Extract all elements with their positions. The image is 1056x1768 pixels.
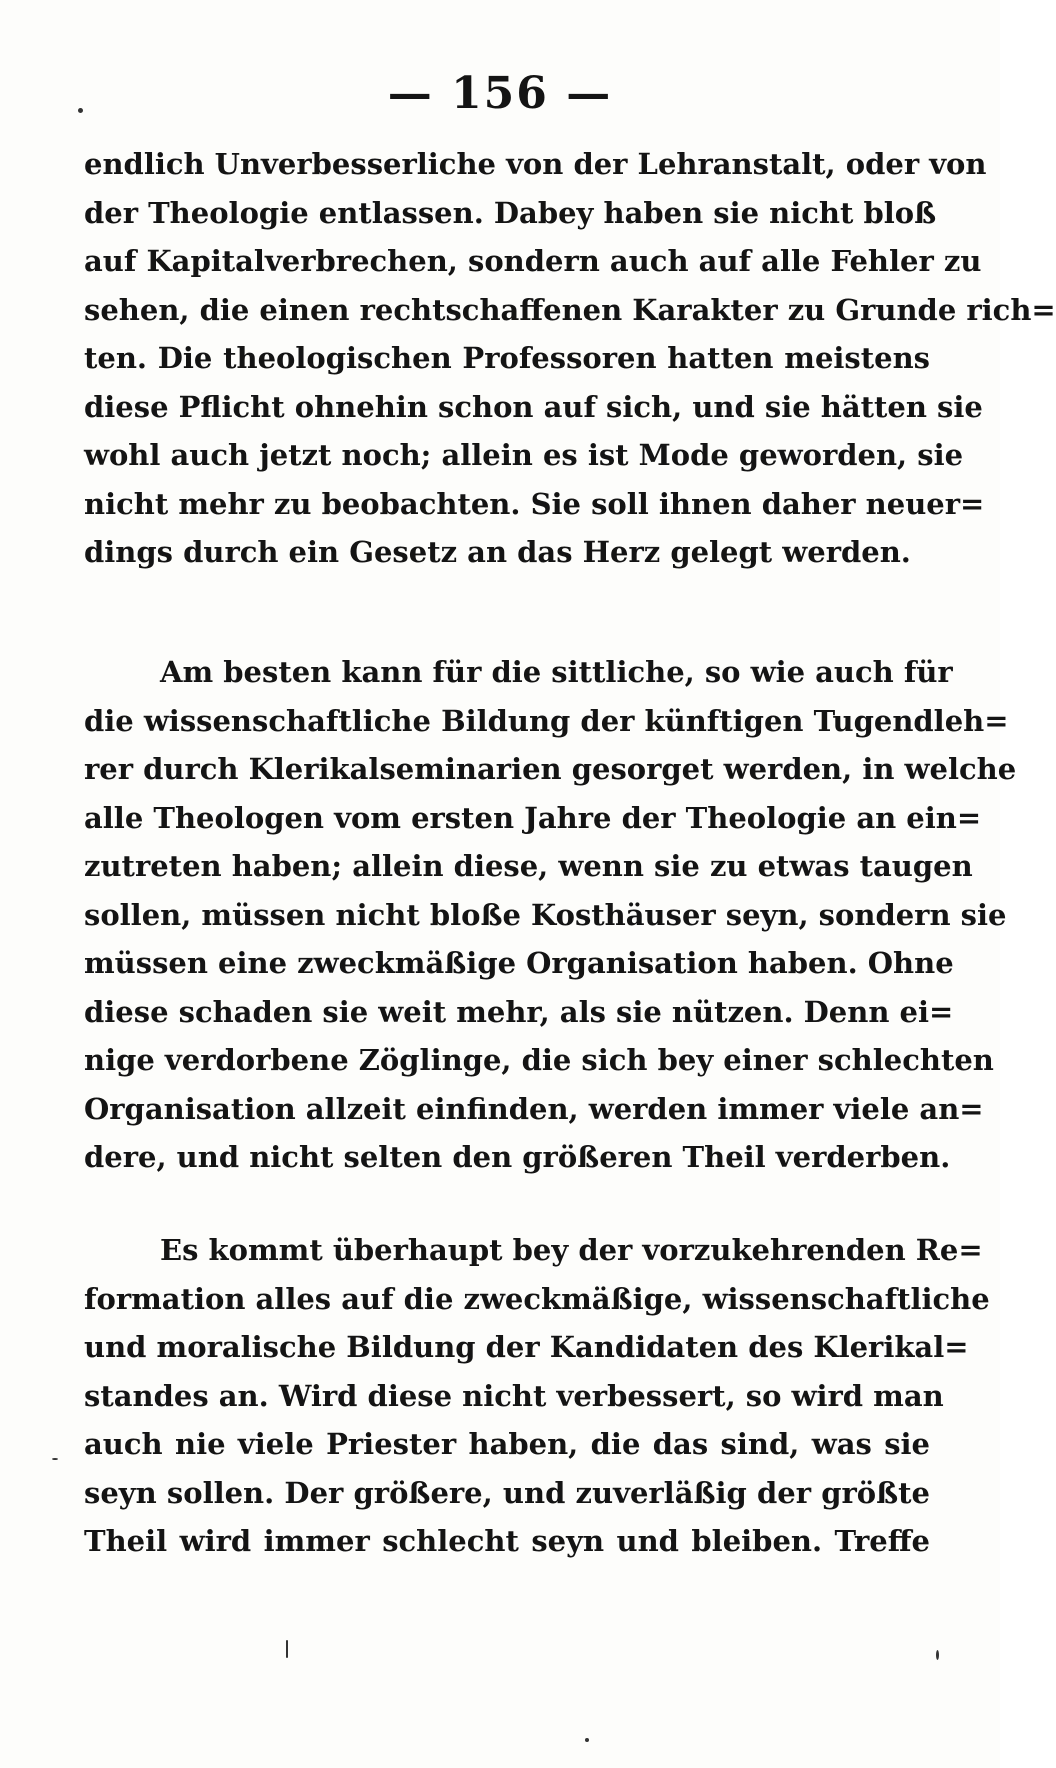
scan-speck	[52, 1458, 58, 1460]
page-number: — 156 —	[387, 68, 613, 119]
text-line: dings durch ein Gesetz an das Herz gelegt werden.	[84, 535, 911, 569]
text-line: auf Kapitalverbrechen, sondern auch auf alle Fehler zu	[84, 244, 982, 278]
text-line: sehen, die einen rechtschaffenen Karakter zu Grunde rich=	[84, 292, 1056, 327]
text-line: nige verdorbene Zöglinge, die sich bey einer schlechten	[84, 1043, 994, 1077]
text-line: dere, und nicht selten den größeren Theil verderben.	[84, 1140, 951, 1174]
text-line: endlich Unverbesserliche von der Lehranstalt, oder von	[84, 147, 987, 181]
text-line: Am besten kann für die sittliche, so wie auch für	[160, 655, 953, 689]
text-line: die wissenschaftliche Bildung der künftigen Tugendleh=	[84, 703, 1009, 738]
text-line: standes an. Wird diese nicht verbessert, so wird man	[84, 1378, 944, 1413]
text-line: der Theologie entlassen. Dabey haben sie nicht bloß	[84, 195, 937, 230]
text-line: müssen eine zweckmäßige Organisation haben. Ohne	[84, 946, 954, 980]
text-line: diese schaden sie weit mehr, als sie nützen. Denn ei=	[84, 994, 954, 1029]
text-line: Es kommt überhaupt bey der vorzukehrenden Re=	[160, 1233, 983, 1267]
paragraph-3	[84, 1226, 990, 1566]
text-line: wohl auch jetzt noch; allein es ist Mode geworden, sie	[84, 438, 964, 472]
scan-speck	[936, 1650, 939, 1660]
text-line: formation alles auf die zweckmäßige, wissenschaftliche	[84, 1281, 990, 1316]
scan-speck	[286, 1640, 288, 1658]
text-line: auch nie viele Priester haben, die das sind, was sie	[84, 1427, 930, 1461]
text-line: zutreten haben; allein diese, wenn sie zu etwas taugen	[84, 849, 973, 883]
scan-speck	[585, 1738, 589, 1742]
text-line: und moralische Bildung der Kandidaten des Klerikal=	[84, 1330, 969, 1364]
paragraph-2	[84, 648, 1017, 1182]
text-line: diese Pflicht ohnehin schon auf sich, und sie hätten sie	[84, 389, 983, 424]
paragraph-1	[84, 140, 1056, 577]
text-line: alle Theologen vom ersten Jahre der Theologie an ein=	[84, 800, 982, 835]
text-line: sollen, müssen nicht bloße Kosthäuser seyn, sondern sie	[84, 897, 1007, 932]
text-line: nicht mehr zu beobachten. Sie soll ihnen daher neuer=	[84, 486, 985, 521]
scan-speck	[78, 108, 83, 113]
text-line: Theil wird immer schlecht seyn und bleiben. Treffe	[84, 1524, 930, 1558]
text-line: rer durch Klerikalseminarien gesorget werden, in welche	[84, 752, 1017, 786]
text-line: seyn sollen. Der größere, und zuverläßig der größte	[84, 1475, 930, 1510]
text-line: Organisation allzeit einfinden, werden immer viele an=	[84, 1091, 984, 1126]
text-line: ten. Die theologischen Professoren hatten meistens	[84, 341, 930, 375]
